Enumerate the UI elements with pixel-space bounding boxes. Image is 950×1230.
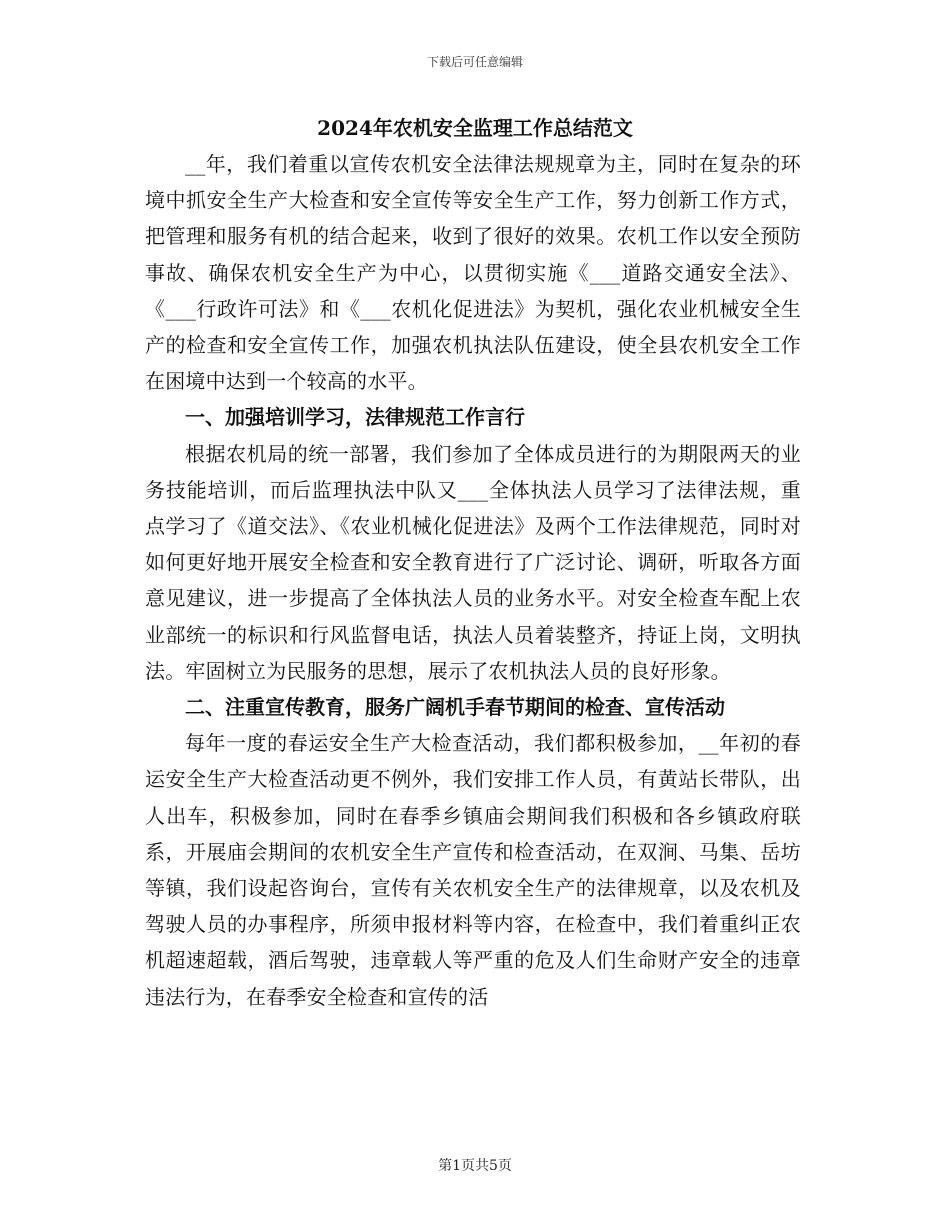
- section-heading-1: 一、加强培训学习，法律规范工作言行: [185, 405, 525, 430]
- section-paragraph-1: 根据农机局的统一部署，我们参加了全体成员进行的为期限两天的业务技能培训，而后监理执法中队又___全体执法人员学习了法律法规，重点学习了《道交法》、《农业机械化促进法》及两个工作法律规范，同时对如何更好地开展安全检查和安全教育进行了广泛讨论、调研，听取各方面意见建议，进一步提高了全体执法人员的业务水平。对安全检查车配上农业部统一的标识和行风监督电话，执法人员着装整齐，持证上岗，文明执法。牢固树立为民服务的思想，展示了农机执法人员的良好形象。: [145, 441, 801, 683]
- document-body: [145, 146, 801, 1015]
- document-title: 2024年农机安全监理工作总结范文: [317, 116, 633, 140]
- section-heading-2: 二、注重宣传教育，服务广阔机手春节期间的检查、宣传活动: [185, 695, 725, 720]
- section-paragraph-2: 每年一度的春运安全生产大检查活动，我们都积极参加，__年初的春运安全生产大检查活动更不例外，我们安排工作人员，有黄站长带队，出人出车，积极参加，同时在春季乡镇庙会期间我们积极和各乡镇政府联系，开展庙会期间的农机安全生产宣传和检查活动，在双涧、马集、岳坊等镇，我们设起咨询台，宣传有关农机安全生产的法律规章，以及农机及驾驶人员的办事程序，所须申报材料等内容，在检查中，我们着重纠正农机超速超载，酒后驾驶，违章载人等严重的危及人们生命财产安全的违章违法行为，在春季安全检查和宣传的活: [145, 731, 801, 1009]
- header-note: 下载后可任意编辑: [426, 55, 523, 69]
- intro-paragraph: __年，我们着重以宣传农机安全法律法规规章为主，同时在复杂的环境中抓安全生产大检查和安全宣传等安全生产工作，努力创新工作方式，把管理和服务有机的结合起来，收到了很好的效果。农机工作以安全预防事故、确保农机安全生产为中心，以贯彻实施《___道路交通安全法》、《___行政许可法》和《___农机化促进法》为契机，强化农业机械安全生产的检查和安全宣传工作，加强农机执法队伍建设，使全县农机安全工作在困境中达到一个较高的水平。: [145, 152, 801, 394]
- page-number: 第1页共5页: [438, 1158, 512, 1174]
